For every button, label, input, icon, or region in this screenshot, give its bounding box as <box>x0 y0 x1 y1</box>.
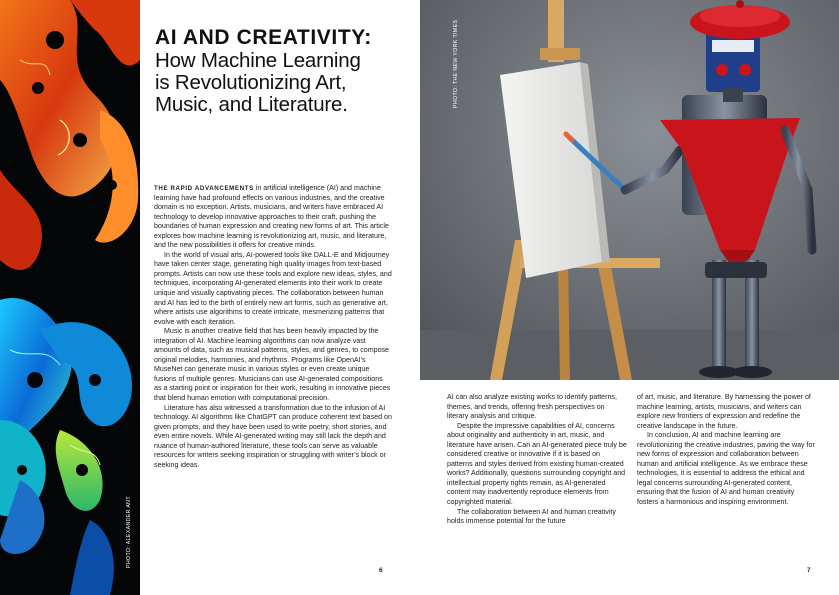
page-number-left: 6 <box>379 567 383 574</box>
paragraph: Literature has also witnessed a transformation due to the infusion of AI technology. AI algorithms like ChatGPT can produce coherent text based on given prompts, and they have been used to write poetry, short stories, and even entire novels. While AI-generated writing may still lack the depth and nuance of human-authored literature, these tools can serve as valuable resources for writers seeking inspiration or struggling with writer’s block or seeking ideas. <box>154 403 392 469</box>
body-text-left <box>154 184 392 470</box>
robot-painting-photo <box>420 0 839 380</box>
paragraph: Despite the impressive capabilities of AI, concerns about originality and authenticity in art, music, and literature have arisen. Can an AI-generated piece truly be considered creative or innovative if it is based on patterns and styles derived from existing human-created works? Additionally, questions surrounding copyright and intellectual property rights remain, as AI-generated content may inadvertently reproduce elements from copyrighted material. <box>447 421 627 507</box>
subtitle-line: is Revolutionizing Art, <box>155 71 347 94</box>
subtitle-line: Music, and Literature. <box>155 93 348 116</box>
body-column-b <box>637 393 817 508</box>
article-title-block <box>155 26 395 116</box>
paragraph: AI can also analyze existing works to identify patterns, themes, and trends, offering fresh perspectives on literary analysis and critique. <box>447 393 617 421</box>
paragraph: Music is another creative field that has been heavily impacted by the integration of AI. Machine learning algorithms can now analyze vast amounts of data, such as musical patterns, styles, and genres, to compose original melodies, harmonies, and rhythms. Programs like OpenAI’s MuseNet can generate music in various styles or even create unique fusions of multiple genres. Musicians can use AI-generated compositions as a starting point or inspiration for their work, resulting in innovative pieces that blend human emotion with computational precision. <box>154 327 391 403</box>
photo-credit-right: PHOTO: THE NEW YORK TIMES <box>453 19 459 108</box>
paragraph: of art, music, and literature. By harnessing the power of machine learning, artists, musicians, and writers can explore new frontiers of expression and redefine the creative landscape in the future. <box>637 393 811 430</box>
paragraph: The collaboration between AI and human creativity holds immense potential for the future <box>447 507 616 526</box>
body-column-a <box>447 393 627 527</box>
paragraph: In conclusion, AI and machine learning are revolutionizing the creative industries, paving the way for new forms of expression and collaboration between human and artificial intelligence. As we embrace these technologies, it is essential to address the ethical and legal concerns surrounding AI-generated content, ensuring that the fusion of AI and human creativity fosters a harmonious and inspiring environment. <box>637 431 815 507</box>
subtitle-line: How Machine Learning <box>155 49 361 72</box>
fluid-art-image <box>0 0 140 595</box>
photo-credit-left: PHOTO: ALEXANDER ANT <box>126 496 132 568</box>
page-number-right: 7 <box>807 567 811 574</box>
paragraph <box>154 184 392 251</box>
article-subtitle <box>155 50 395 116</box>
paragraph-text: in artificial intelligence (AI) and machine learning have had profound effects on various industries, and the creative domain is no exception. Artists, musicians, and writers have embraced AI technology to develop innovative approaches to their craft, pushing the boundaries of human expression and creating new forms of art. This article explores how machine learning is revolutionizing art, music, and literature, and the new possibilities it offers for creative minds. <box>154 184 389 250</box>
lead-in: THE RAPID ADVANCEMENTS <box>154 185 254 192</box>
paragraph: In the world of visual arts, AI-powered tools like DALL-E and Midjourney have taken center stage, generating high quality images from text-based prompts. Artists can now use these tools and explore new ideas, styles, and techniques, incorporating AI-generated elements into their work to create unique and visually captivating pieces. The collaboration between human and AI has led to the birth of entirely new art forms, such as generative art, where artists use algorithms to create intricate, mesmerizing patterns that evolve with each iteration. <box>154 250 392 326</box>
article-title: AI AND CREATIVITY: <box>155 26 372 49</box>
